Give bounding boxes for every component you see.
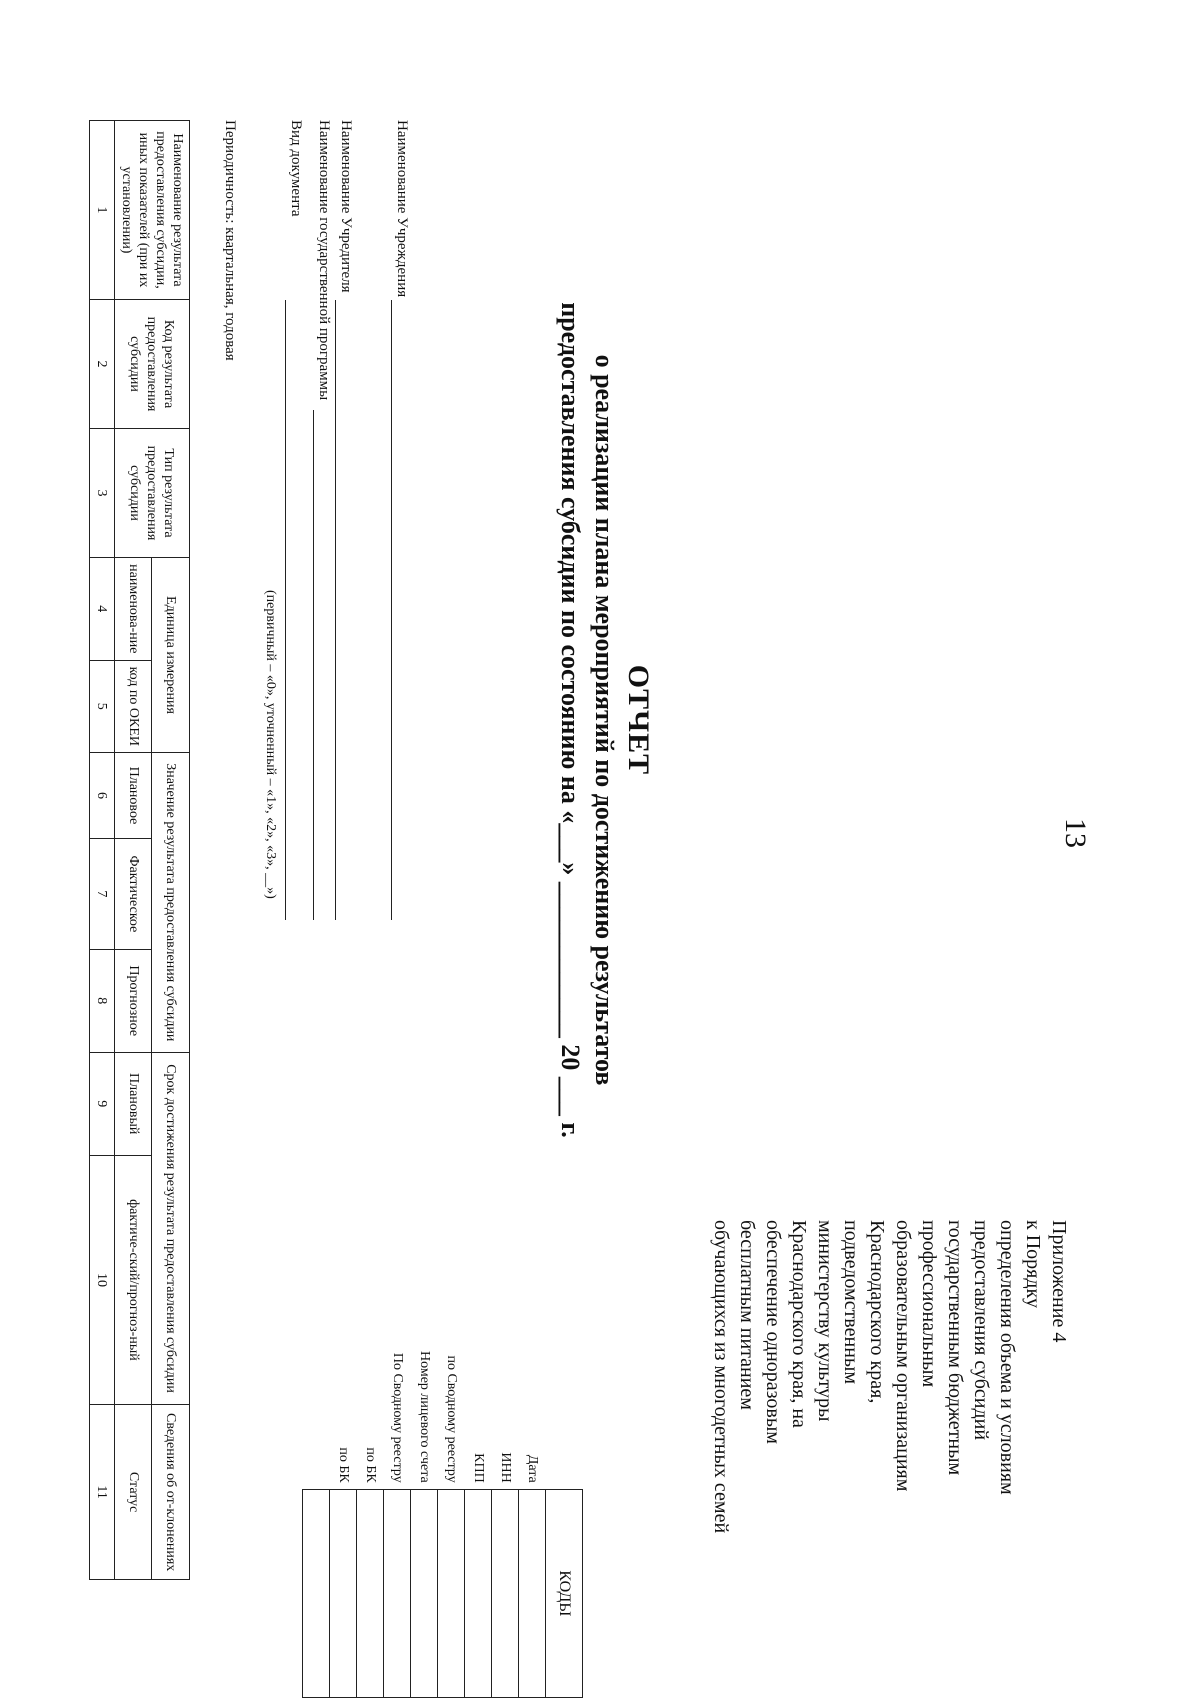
appendix-line: предоставления субсидий [970,1220,992,1441]
codes-row-label: КПП [471,1453,486,1483]
header-value-fact: Фактическое [115,839,153,950]
page-number: 13 [1059,818,1092,848]
appendix-line: определения объема и условиям [996,1220,1018,1495]
doc-type-field-line[interactable] [285,300,286,920]
header-unit-name: наименова-ние [115,558,153,661]
header-value-forecast: Прогнозное [115,949,153,1052]
codes-row [519,1345,546,1698]
header-deviation: Сведения об от-клонениях [152,1405,190,1580]
column-number: 5 [90,660,115,752]
appendix-line: бесплатным питанием [736,1220,758,1410]
header-unit-code: код по ОКЕИ [115,660,153,752]
header-result-name: Наименование результата предоставления субсидии, иных показателей (при их установлении) [115,121,190,300]
codes-row-label: ИНН [498,1452,513,1483]
header-result-code: Код результата предоставления субсидии [115,300,190,429]
header-term: Срок достижения результата предоставления субсидии [152,1052,190,1405]
results-table [89,120,190,1580]
appendix-line: министерству культуры [814,1220,836,1422]
periodicity-label: Периодичность: квартальная, годовая [222,120,238,361]
column-number: 1 [90,121,115,300]
institution-label: Наименование Учреждения [394,120,410,298]
report-title [553,120,655,1320]
doc-type-label: Вид документа [288,120,304,217]
codes-row [303,1345,330,1698]
codes-cell[interactable] [357,1489,384,1697]
appendix-block [708,1220,1072,1533]
column-number: 4 [90,558,115,661]
codes-cell[interactable] [303,1489,330,1697]
appendix-line: государственным бюджетным [944,1220,966,1476]
column-number: 3 [90,429,115,558]
appendix-line: подведомственным [840,1220,862,1385]
codes-row-label: по БК [363,1447,378,1483]
title-main: ОТЧЕТ [622,664,655,776]
codes-cell[interactable] [438,1489,465,1697]
column-number: 11 [90,1405,115,1580]
codes-row-label: по Сводному реестру [444,1355,459,1483]
codes-cell[interactable] [411,1489,438,1697]
column-number: 9 [90,1052,115,1155]
column-number-row [90,121,115,1580]
codes-cell[interactable] [465,1489,492,1697]
appendix-line: образовательным организациям [892,1220,914,1492]
codes-cell[interactable] [384,1489,411,1697]
codes-row [330,1345,357,1698]
codes-row [384,1345,411,1698]
header-value: Значение результата предоставления субсидии [152,752,190,1052]
codes-row [465,1345,492,1698]
codes-header: КОДЫ [546,1489,583,1697]
header-unit: Единица измерения [152,558,190,753]
appendix-line: Краснодарского края, на [788,1220,810,1428]
column-number: 2 [90,300,115,429]
institution-field-line[interactable] [391,300,392,920]
header-term-plan: Плановый [115,1052,153,1155]
column-number: 10 [90,1155,115,1405]
codes-row-label: по БК [336,1447,351,1483]
title-line-2: о реализации плана мероприятий по достижению результатов [590,354,619,1086]
header-result-type: Тип результата предоставления субсидии [115,429,190,558]
appendix-line: к Порядку [1022,1220,1044,1308]
codes-cell[interactable] [492,1489,519,1697]
appendix-line: обеспечение одноразовым [762,1220,784,1444]
codes-row [411,1345,438,1698]
codes-row-label: Дата [525,1454,540,1483]
column-number: 7 [90,839,115,950]
codes-row [438,1345,465,1698]
appendix-line: Приложение 4 [1048,1220,1070,1343]
codes-row [357,1345,384,1698]
codes-cell[interactable] [519,1489,546,1697]
doc-type-hint: (первичный – «0», уточненный – «1», «2», «3», __») [263,590,278,899]
column-number: 6 [90,752,115,838]
codes-row-label: По Сводному реестру [390,1352,405,1483]
codes-row [492,1345,519,1698]
title-line-3: предоставления субсидии по состоянию на «___» ____________ 20 ___ г. [556,302,585,1138]
column-number: 8 [90,949,115,1052]
header-term-fact: фактиче-ский/прогноз-ный [115,1155,153,1405]
appendix-line: обучающихся из многодетных семей [710,1220,732,1534]
program-field-line[interactable] [313,410,314,920]
codes-table [302,1345,583,1698]
header-value-plan: Плановое [115,752,153,838]
founder-label: Наименование Учредителя [338,120,354,293]
codes-cell[interactable] [330,1489,357,1697]
program-label: Наименование государственной программы [316,120,332,401]
header-deviation-status: Статус [115,1405,153,1580]
codes-row-label: Номер лицевого счета [417,1351,432,1483]
founder-field-line[interactable] [335,300,336,920]
appendix-line: профессиональным [918,1220,940,1388]
appendix-line: Краснодарского края, [866,1220,888,1404]
